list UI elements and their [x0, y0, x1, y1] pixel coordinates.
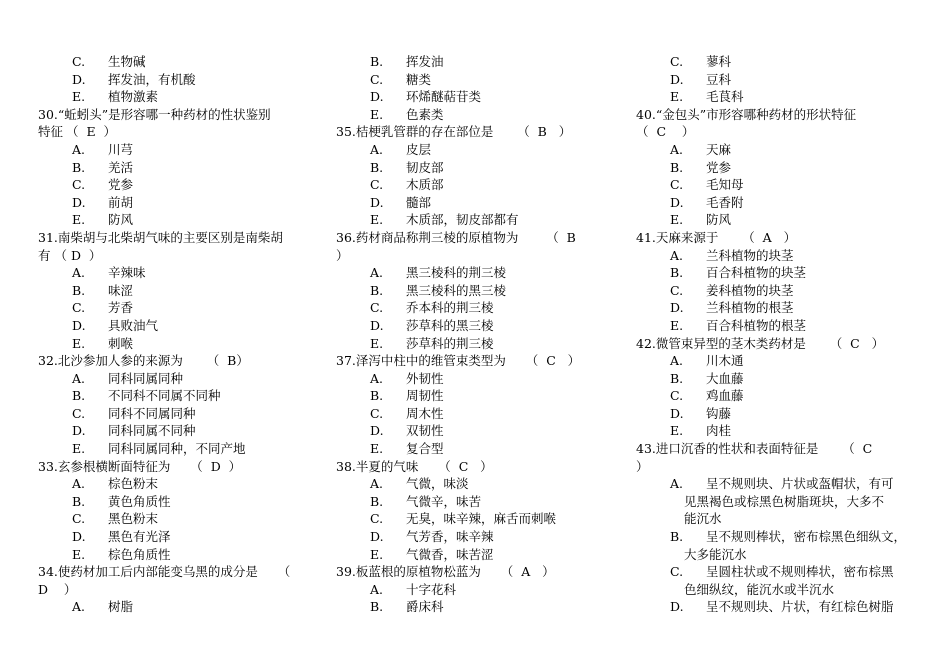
option-continuation: 能沉水 [684, 511, 722, 527]
option-line: A. 外韧性 [370, 370, 444, 386]
option-line: E. 植物激素 [72, 89, 159, 105]
option-line: A. 树脂 [72, 599, 134, 615]
option-line: B. 挥发油 [370, 54, 444, 69]
option-line: B. 大血藤 [670, 370, 744, 386]
option-line: E. 棕色角质性 [72, 546, 171, 562]
option-line: E. 色素类 [370, 106, 444, 122]
question-line: 31.南柴胡与北柴胡气味的主要区别是南柴胡 [38, 229, 283, 245]
option-line: A. 川木通 [670, 353, 744, 369]
option-line: C. 鸡血藤 [670, 388, 744, 404]
option-line: E. 百合科植物的根茎 [670, 317, 807, 333]
option-line: C. 呈圆柱状或不规则棒状，密布棕黑 [670, 564, 894, 580]
option-line: A. 呈不规则块、片状或盔帽状，有可 [670, 476, 894, 492]
question-line: 42.微管束异型的茎木类药材是 （ C ） [636, 335, 885, 351]
option-line: A. 皮层 [370, 141, 432, 157]
option-line: C. 木质部 [370, 177, 444, 193]
option-line: B. 周韧性 [370, 388, 444, 404]
question-line: 38.半夏的气味 （ C ） [336, 458, 493, 474]
option-line: D. 黑色有光泽 [72, 529, 171, 545]
question-line: 有 （ D ） [38, 247, 102, 263]
option-line: E. 肉桂 [670, 423, 732, 439]
option-line: D. 豆科 [670, 71, 732, 87]
option-line: C. 乔本科的荆三棱 [370, 300, 494, 316]
option-line: C. 糖类 [370, 71, 432, 87]
question-line: 32.北沙参加人参的来源为 （ B） [38, 353, 249, 369]
option-line: A. 辛辣味 [72, 265, 146, 281]
question-line: 36.药材商品称荆三棱的原植物为 （ B [336, 229, 576, 245]
option-line: A. 十字花科 [370, 581, 457, 597]
option-line: C. 毛知母 [670, 177, 744, 193]
option-line: E. 气微香，味苦涩 [370, 546, 494, 562]
question-line: 40.“金包头”市形容哪种药材的形状特征 [636, 106, 857, 122]
option-line: C. 姜科植物的块茎 [670, 282, 794, 298]
option-line: E. 莎草科的荆三棱 [370, 335, 494, 351]
option-line: E. 防风 [670, 212, 732, 228]
question-line: 特征 （ E ） [38, 124, 117, 140]
option-line: C. 芳香 [72, 300, 134, 316]
option-line: D. 莎草科的黑三棱 [370, 317, 494, 333]
question-line: （ C ） [636, 124, 695, 140]
option-line: E. 防风 [72, 212, 134, 228]
option-line: E. 木质部，韧皮部都有 [370, 212, 519, 228]
option-line: A. 黑三棱科的荆三棱 [370, 265, 507, 281]
option-continuation: 见黑褐色或棕黑色树脂斑块，大多不 [684, 493, 885, 509]
option-line: C. 周木性 [370, 405, 444, 421]
question-line: 43.进口沉香的性状和表面特征是 （ C [636, 441, 873, 457]
option-line: D. 同科同属不同种 [72, 423, 196, 439]
option-line: A. 同科同属同种 [72, 370, 184, 386]
option-line: A. 气微，味淡 [370, 476, 469, 492]
question-line: 34.使药材加工后内部能变乌黑的成分是 （ [38, 564, 291, 580]
option-line: B. 爵床科 [370, 599, 444, 615]
option-line: B. 党参 [670, 159, 732, 175]
option-line: B. 味涩 [72, 282, 134, 298]
option-line: D. 具败油气 [72, 317, 159, 333]
option-line: E. 毛茛科 [670, 89, 744, 105]
column-2 [336, 53, 622, 616]
option-line: E. 刺喉 [72, 335, 134, 351]
option-line: C. 黑色粉末 [72, 511, 159, 527]
option-line: B. 羌活 [72, 159, 134, 175]
question-line: 37.泽泻中柱中的维管束类型为 （ C ） [336, 353, 581, 369]
option-line: B. 韧皮部 [370, 159, 444, 175]
option-line: B. 黑三棱科的黑三棱 [370, 282, 507, 298]
option-line: C. 生物碱 [72, 54, 146, 69]
option-line: A. 棕色粉末 [72, 476, 159, 492]
question-line: 39.板蓝根的原植物松蓝为 （ A ） [336, 564, 555, 580]
option-line: E. 同科同属同种，不同产地 [72, 441, 246, 457]
question-line: 30.“蚯蚓头”是形容哪一种药材的性状鉴别 [38, 106, 271, 122]
option-line: B. 黄色角质性 [72, 493, 171, 509]
option-line: D. 气芳香，味辛辣 [370, 529, 494, 545]
option-line: D. 兰科植物的根茎 [670, 300, 794, 316]
option-continuation: 大多能沉水 [684, 546, 747, 562]
option-line: A. 天麻 [670, 141, 732, 157]
option-line: B. 百合科植物的块茎 [670, 265, 807, 281]
question-line: D ） [38, 581, 77, 597]
option-line: D. 钩藤 [670, 405, 732, 421]
option-line: D. 前胡 [72, 194, 134, 210]
option-line: D. 毛香附 [670, 194, 744, 210]
option-line: C. 无臭，味辛辣，麻舌而刺喉 [370, 511, 557, 527]
question-line: 35.桔梗乳管群的存在部位是 （ B ） [336, 124, 572, 140]
option-line: B. 不同科不同属不同种 [72, 388, 221, 404]
column-3 [636, 53, 918, 616]
option-line: A. 川芎 [72, 141, 134, 157]
option-line: C. 党参 [72, 177, 134, 193]
option-line: D. 呈不规则块、片状，有红棕色树脂 [670, 599, 894, 615]
option-line: B. 气微辛，味苦 [370, 493, 482, 509]
column-1 [38, 53, 320, 616]
option-line: D. 髓部 [370, 194, 432, 210]
option-line: D. 双韧性 [370, 423, 444, 439]
option-continuation: 色细纵纹，能沉水或半沉水 [684, 581, 835, 597]
option-line: D. 环烯醚萜苷类 [370, 89, 482, 105]
question-line: 41.天麻来源于 （ A ） [636, 229, 797, 245]
option-line: B. 呈不规则棒状，密布棕黑色细纵文， [670, 529, 907, 545]
question-line: ） [336, 247, 349, 263]
option-line: A. 兰科植物的块茎 [670, 247, 794, 263]
question-line: ） [636, 458, 649, 474]
question-line: 33.玄参根横断面特征为 （ D ） [38, 458, 242, 474]
option-line: C. 同科不同属同种 [72, 405, 196, 421]
option-line: E. 复合型 [370, 441, 444, 457]
option-line: C. 蓼科 [670, 54, 732, 69]
option-line: D. 挥发油，有机酸 [72, 71, 196, 87]
